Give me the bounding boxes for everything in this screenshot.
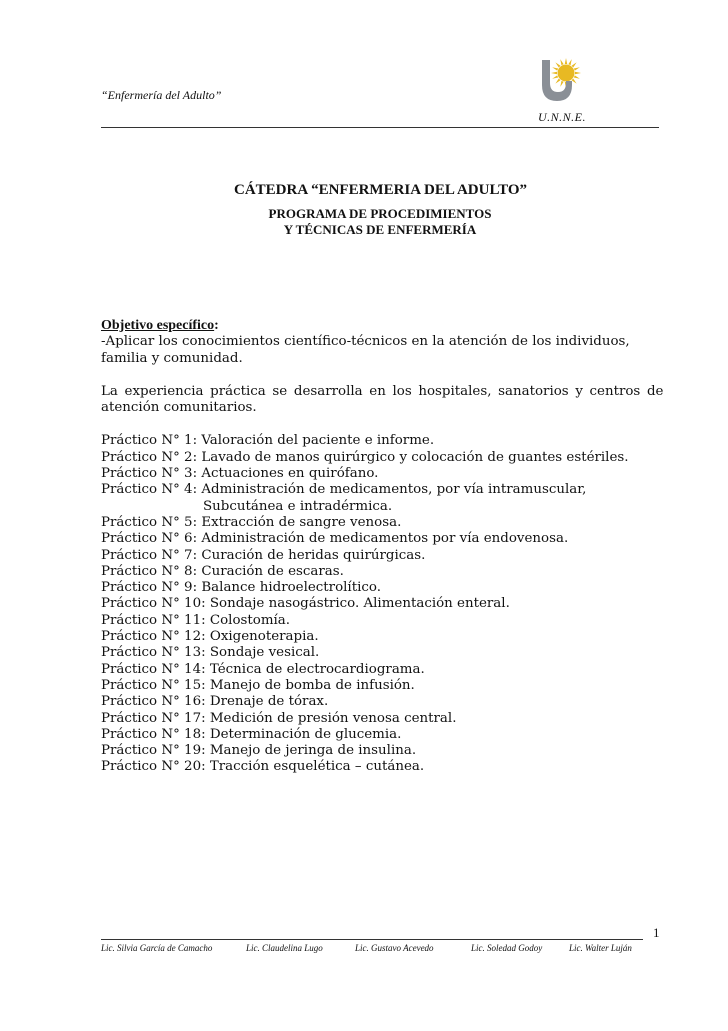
list-item: Práctico N° 20: Tracción esquelética – cutánea. bbox=[101, 759, 425, 775]
experience-text-line2: atención comunitarios. bbox=[101, 400, 257, 416]
list-item: Práctico N° 3: Actuaciones en quirófano. bbox=[101, 466, 379, 482]
spacer bbox=[101, 367, 663, 384]
footer-author-4: Lic. Soledad Godoy bbox=[471, 943, 543, 953]
objective-text-line1: -Aplicar los conocimientos científico-técnicos en la atención de los individuos, bbox=[101, 334, 630, 350]
footer-divider bbox=[101, 939, 643, 940]
objective-heading-colon: : bbox=[214, 318, 219, 333]
objective-heading-line bbox=[101, 318, 663, 334]
footer-author-3: Lic. Gustavo Acevedo bbox=[355, 943, 434, 953]
experience-text-line1: La experiencia práctica se desarrolla en los hospitales, sanatorios y centros de bbox=[101, 383, 664, 399]
list-item: Práctico N° 16: Drenaje de tórax. bbox=[101, 694, 329, 710]
list-item: Práctico N° 8: Curación de escaras. bbox=[101, 563, 344, 579]
list-item: Práctico N° 5: Extracción de sangre venosa. bbox=[101, 514, 402, 530]
objective-text-line2: familia y comunidad. bbox=[101, 350, 243, 366]
header-institution: U.N.N.E. bbox=[538, 110, 587, 124]
page-number: 1 bbox=[653, 925, 660, 940]
page-title: CÁTEDRA “ENFERMERIA DEL ADULTO” bbox=[234, 182, 527, 198]
list-item: Práctico N° 14: Técnica de electrocardiograma. bbox=[101, 661, 425, 677]
list-item: Práctico N° 15: Manejo de bomba de infusión. bbox=[101, 677, 415, 693]
list-item: Práctico N° 11: Colostomía. bbox=[101, 612, 291, 628]
list-item: Práctico N° 13: Sondaje vesical. bbox=[101, 645, 320, 661]
objective-heading: Objetivo específico bbox=[101, 318, 215, 333]
list-item: Práctico N° 10: Sondaje nasogástrico. Alimentación enteral. bbox=[101, 596, 510, 612]
document-body bbox=[101, 318, 663, 776]
unne-sun-logo-icon bbox=[540, 57, 584, 103]
list-item: Práctico N° 1: Valoración del paciente e informe. bbox=[101, 433, 435, 449]
list-item: Práctico N° 4: Administración de medicamentos, por vía intramuscular, bbox=[101, 482, 587, 498]
list-item: Práctico N° 18: Determinación de glucemia. bbox=[101, 726, 402, 742]
list-item: Práctico N° 17: Medición de presión venosa central. bbox=[101, 710, 457, 726]
list-item: Práctico N° 6: Administración de medicamentos por vía endovenosa. bbox=[101, 531, 569, 547]
spacer bbox=[101, 416, 663, 433]
list-item-continuation: Subcutánea e intradérmica. bbox=[203, 498, 393, 514]
header-course-name: “Enfermería del Adulto” bbox=[101, 88, 222, 102]
page-subtitle-line2: Y TÉCNICAS DE ENFERMERÍA bbox=[283, 222, 477, 237]
list-item: Práctico N° 7: Curación de heridas quirúrgicas. bbox=[101, 547, 426, 563]
list-item: Práctico N° 2: Lavado de manos quirúrgico y colocación de guantes estériles. bbox=[101, 449, 629, 465]
list-item: Práctico N° 9: Balance hidroelectrolítico. bbox=[101, 580, 381, 596]
list-item: Práctico N° 19: Manejo de jeringa de insulina. bbox=[101, 743, 417, 759]
footer-author-5: Lic. Walter Luján bbox=[569, 943, 632, 953]
page-subtitle-line1: PROGRAMA DE PROCEDIMIENTOS bbox=[268, 206, 492, 221]
practices-list bbox=[101, 433, 663, 775]
list-item: Práctico N° 12: Oxigenoterapia. bbox=[101, 629, 319, 645]
footer-author-1: Lic. Silvia García de Camacho bbox=[101, 943, 213, 953]
header-divider bbox=[101, 127, 659, 128]
footer-author-2: Lic. Claudelina Lugo bbox=[246, 943, 323, 953]
